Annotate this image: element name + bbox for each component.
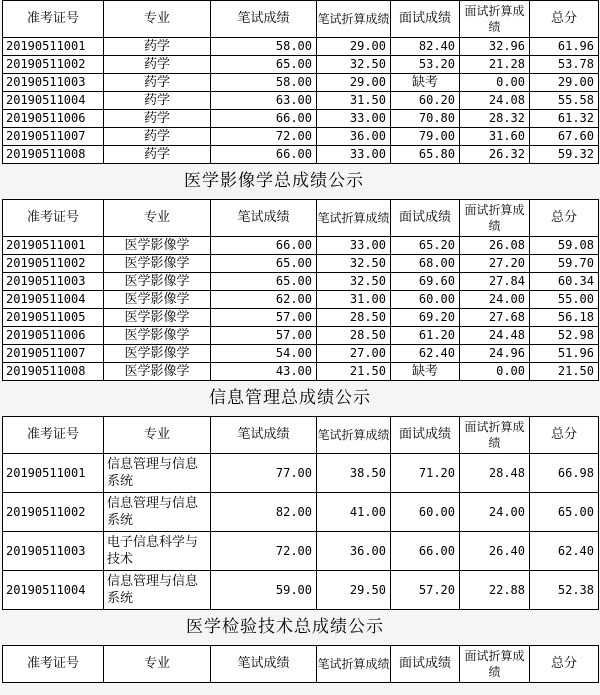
cell-total: 61.32 <box>530 110 599 128</box>
cell-total: 60.34 <box>530 273 599 291</box>
table-row <box>3 327 599 345</box>
cell-major: 药学 <box>104 38 211 56</box>
table-header-row <box>3 646 599 683</box>
cell-interview-score: 缺考 <box>391 363 460 381</box>
header-written-converted: 笔试折算成绩 <box>317 646 391 683</box>
cell-written-score: 77.00 <box>211 454 317 493</box>
cell-exam-id: 20190511006 <box>3 327 104 345</box>
cell-major: 医学影像学 <box>104 327 211 345</box>
table-row <box>3 309 599 327</box>
cell-interview-converted: 26.40 <box>460 532 530 571</box>
cell-written-converted: 36.00 <box>317 128 391 146</box>
cell-written-score: 58.00 <box>211 38 317 56</box>
table-row <box>3 454 599 493</box>
header-major: 专业 <box>104 646 211 683</box>
cell-written-score: 58.00 <box>211 74 317 92</box>
table-row <box>3 291 599 309</box>
cell-written-score: 63.00 <box>211 92 317 110</box>
table-row <box>3 255 599 273</box>
cell-written-score: 65.00 <box>211 255 317 273</box>
cell-total: 55.00 <box>530 291 599 309</box>
cell-interview-score: 70.80 <box>391 110 460 128</box>
header-interview-score: 面试成绩 <box>391 417 460 454</box>
cell-exam-id: 20190511008 <box>3 363 104 381</box>
cell-major: 医学影像学 <box>104 291 211 309</box>
cell-interview-converted: 22.88 <box>460 571 530 610</box>
cell-exam-id: 20190511002 <box>3 255 104 273</box>
cell-total: 29.00 <box>530 74 599 92</box>
cell-interview-score: 缺考 <box>391 74 460 92</box>
table-row <box>3 493 599 532</box>
cell-total: 67.60 <box>530 128 599 146</box>
header-written-score: 笔试成绩 <box>211 646 317 683</box>
cell-interview-converted: 24.48 <box>460 327 530 345</box>
header-major: 专业 <box>104 200 211 237</box>
cell-interview-converted: 0.00 <box>460 363 530 381</box>
cell-written-converted: 38.50 <box>317 454 391 493</box>
table-row <box>3 571 599 610</box>
cell-exam-id: 20190511004 <box>3 571 104 610</box>
cell-total: 52.98 <box>530 327 599 345</box>
cell-interview-converted: 26.32 <box>460 146 530 164</box>
cell-major: 药学 <box>104 128 211 146</box>
cell-interview-score: 60.00 <box>391 291 460 309</box>
cell-exam-id: 20190511001 <box>3 237 104 255</box>
table-row <box>3 92 599 110</box>
cell-major: 药学 <box>104 110 211 128</box>
cell-exam-id: 20190511005 <box>3 309 104 327</box>
cell-written-score: 65.00 <box>211 56 317 74</box>
cell-written-score: 66.00 <box>211 146 317 164</box>
cell-interview-converted: 24.00 <box>460 291 530 309</box>
cell-exam-id: 20190511004 <box>3 92 104 110</box>
pharmacy-score-table <box>2 0 599 164</box>
cell-written-score: 65.00 <box>211 273 317 291</box>
cell-total: 51.96 <box>530 345 599 363</box>
cell-written-converted: 28.50 <box>317 327 391 345</box>
cell-written-converted: 31.00 <box>317 291 391 309</box>
header-interview-converted: 面试折算成绩 <box>460 417 530 454</box>
cell-interview-converted: 31.60 <box>460 128 530 146</box>
cell-total: 53.78 <box>530 56 599 74</box>
table-row <box>3 56 599 74</box>
cell-total: 55.58 <box>530 92 599 110</box>
cell-interview-converted: 24.00 <box>460 493 530 532</box>
cell-interview-converted: 0.00 <box>460 74 530 92</box>
cell-interview-score: 60.20 <box>391 92 460 110</box>
cell-written-converted: 29.00 <box>317 38 391 56</box>
cell-exam-id: 20190511006 <box>3 110 104 128</box>
cell-written-score: 66.00 <box>211 110 317 128</box>
cell-interview-converted: 27.84 <box>460 273 530 291</box>
header-major: 专业 <box>104 417 211 454</box>
imaging-section-title: 医学影像学总成绩公示 <box>184 171 364 191</box>
cell-major: 医学影像学 <box>104 255 211 273</box>
cell-written-converted: 29.00 <box>317 74 391 92</box>
header-major: 专业 <box>104 1 211 38</box>
table-row <box>3 128 599 146</box>
cell-major: 药学 <box>104 56 211 74</box>
cell-written-score: 72.00 <box>211 532 317 571</box>
cell-interview-converted: 28.32 <box>460 110 530 128</box>
cell-interview-converted: 24.08 <box>460 92 530 110</box>
cell-interview-score: 69.60 <box>391 273 460 291</box>
table-header-row <box>3 1 599 38</box>
cell-interview-score: 57.20 <box>391 571 460 610</box>
cell-written-converted: 33.00 <box>317 146 391 164</box>
cell-major: 医学影像学 <box>104 363 211 381</box>
cell-major: 电子信息科学与技术 <box>104 532 211 571</box>
info-management-section-title: 信息管理总成绩公示 <box>209 388 371 408</box>
cell-total: 59.08 <box>530 237 599 255</box>
cell-interview-converted: 28.48 <box>460 454 530 493</box>
header-written-converted: 笔试折算成绩 <box>317 200 391 237</box>
info-management-table-body <box>3 454 599 610</box>
table-header-row <box>3 200 599 237</box>
cell-exam-id: 20190511002 <box>3 493 104 532</box>
header-exam-id: 准考证号 <box>3 1 104 38</box>
cell-interview-converted: 26.08 <box>460 237 530 255</box>
cell-major: 医学影像学 <box>104 273 211 291</box>
header-total: 总分 <box>530 417 599 454</box>
cell-total: 62.40 <box>530 532 599 571</box>
cell-written-converted: 32.50 <box>317 273 391 291</box>
cell-written-converted: 31.50 <box>317 92 391 110</box>
cell-interview-score: 61.20 <box>391 327 460 345</box>
header-total: 总分 <box>530 646 599 683</box>
cell-interview-score: 60.00 <box>391 493 460 532</box>
cell-interview-score: 65.80 <box>391 146 460 164</box>
header-interview-score: 面试成绩 <box>391 646 460 683</box>
cell-exam-id: 20190511008 <box>3 146 104 164</box>
header-total: 总分 <box>530 200 599 237</box>
cell-written-score: 43.00 <box>211 363 317 381</box>
imaging-score-table <box>2 199 599 381</box>
cell-total: 21.50 <box>530 363 599 381</box>
header-written-score: 笔试成绩 <box>211 1 317 38</box>
cell-written-converted: 29.50 <box>317 571 391 610</box>
cell-interview-converted: 32.96 <box>460 38 530 56</box>
header-written-score: 笔试成绩 <box>211 200 317 237</box>
header-interview-converted: 面试折算成绩 <box>460 646 530 683</box>
header-interview-converted: 面试折算成绩 <box>460 1 530 38</box>
cell-interview-score: 65.20 <box>391 237 460 255</box>
cell-total: 65.00 <box>530 493 599 532</box>
cell-interview-converted: 27.68 <box>460 309 530 327</box>
cell-written-converted: 21.50 <box>317 363 391 381</box>
cell-interview-score: 82.40 <box>391 38 460 56</box>
cell-exam-id: 20190511007 <box>3 345 104 363</box>
cell-interview-score: 71.20 <box>391 454 460 493</box>
info-management-score-table <box>2 416 599 610</box>
cell-written-converted: 32.50 <box>317 56 391 74</box>
table-row <box>3 146 599 164</box>
cell-written-score: 62.00 <box>211 291 317 309</box>
cell-written-score: 57.00 <box>211 309 317 327</box>
table-row <box>3 345 599 363</box>
cell-total: 61.96 <box>530 38 599 56</box>
header-written-converted: 笔试折算成绩 <box>317 1 391 38</box>
table-row <box>3 110 599 128</box>
cell-interview-score: 69.20 <box>391 309 460 327</box>
cell-exam-id: 20190511001 <box>3 38 104 56</box>
cell-written-converted: 33.00 <box>317 110 391 128</box>
lab-tech-section-title: 医学检验技术总成绩公示 <box>186 617 384 637</box>
cell-major: 医学影像学 <box>104 309 211 327</box>
table-header-row <box>3 417 599 454</box>
cell-written-score: 66.00 <box>211 237 317 255</box>
cell-interview-score: 79.00 <box>391 128 460 146</box>
cell-written-score: 72.00 <box>211 128 317 146</box>
header-exam-id: 准考证号 <box>3 417 104 454</box>
cell-total: 66.98 <box>530 454 599 493</box>
cell-interview-converted: 27.20 <box>460 255 530 273</box>
header-exam-id: 准考证号 <box>3 200 104 237</box>
cell-interview-score: 66.00 <box>391 532 460 571</box>
table-row <box>3 237 599 255</box>
header-total: 总分 <box>530 1 599 38</box>
table-row <box>3 74 599 92</box>
cell-exam-id: 20190511003 <box>3 273 104 291</box>
cell-total: 56.18 <box>530 309 599 327</box>
table-row <box>3 273 599 291</box>
cell-interview-converted: 24.96 <box>460 345 530 363</box>
pharmacy-table-body <box>3 38 599 164</box>
cell-major: 信息管理与信息系统 <box>104 571 211 610</box>
cell-interview-score: 53.20 <box>391 56 460 74</box>
cell-written-score: 82.00 <box>211 493 317 532</box>
cell-written-score: 59.00 <box>211 571 317 610</box>
header-interview-score: 面试成绩 <box>391 1 460 38</box>
table-row <box>3 38 599 56</box>
cell-written-score: 57.00 <box>211 327 317 345</box>
cell-exam-id: 20190511003 <box>3 532 104 571</box>
cell-exam-id: 20190511007 <box>3 128 104 146</box>
cell-exam-id: 20190511004 <box>3 291 104 309</box>
cell-exam-id: 20190511001 <box>3 454 104 493</box>
header-interview-score: 面试成绩 <box>391 200 460 237</box>
cell-written-converted: 28.50 <box>317 309 391 327</box>
header-exam-id: 准考证号 <box>3 646 104 683</box>
cell-major: 信息管理与信息系统 <box>104 493 211 532</box>
cell-interview-score: 68.00 <box>391 255 460 273</box>
table-row <box>3 363 599 381</box>
cell-written-converted: 27.00 <box>317 345 391 363</box>
cell-major: 医学影像学 <box>104 237 211 255</box>
cell-exam-id: 20190511003 <box>3 74 104 92</box>
header-written-score: 笔试成绩 <box>211 417 317 454</box>
cell-major: 药学 <box>104 92 211 110</box>
cell-major: 信息管理与信息系统 <box>104 454 211 493</box>
cell-written-converted: 33.00 <box>317 237 391 255</box>
cell-written-converted: 36.00 <box>317 532 391 571</box>
cell-major: 药学 <box>104 74 211 92</box>
cell-total: 59.70 <box>530 255 599 273</box>
imaging-table-body <box>3 237 599 381</box>
header-interview-converted: 面试折算成绩 <box>460 200 530 237</box>
cell-major: 药学 <box>104 146 211 164</box>
cell-major: 医学影像学 <box>104 345 211 363</box>
header-written-converted: 笔试折算成绩 <box>317 417 391 454</box>
cell-written-converted: 32.50 <box>317 255 391 273</box>
cell-written-converted: 41.00 <box>317 493 391 532</box>
cell-total: 59.32 <box>530 146 599 164</box>
cell-interview-converted: 21.28 <box>460 56 530 74</box>
lab-tech-score-table <box>2 645 599 683</box>
table-row <box>3 532 599 571</box>
cell-exam-id: 20190511002 <box>3 56 104 74</box>
cell-total: 52.38 <box>530 571 599 610</box>
cell-written-score: 54.00 <box>211 345 317 363</box>
cell-interview-score: 62.40 <box>391 345 460 363</box>
